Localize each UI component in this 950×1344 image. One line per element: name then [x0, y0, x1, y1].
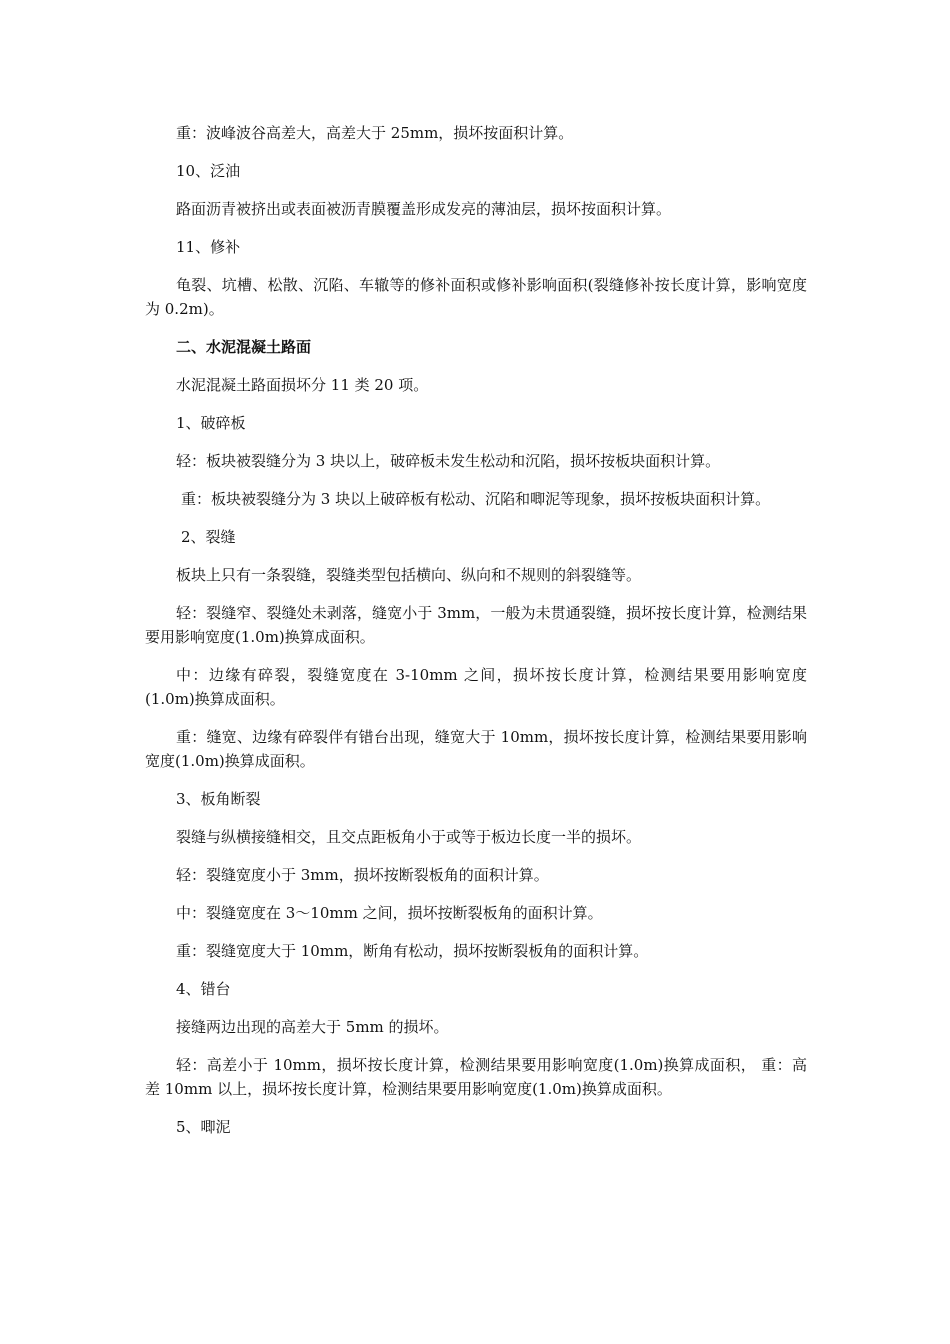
paragraph-corner-break-definition: 裂缝与纵横接缝相交，且交点距板角小于或等于板边长度一半的损坏。	[176, 828, 642, 846]
paragraph-faulting-levels: 轻：高差小于 10mm，损坏按长度计算，检测结果要用影响宽度(1.0m)换算成面积， 重：高差 10mm 以上，损坏按长度计算，检测结果要用影响宽度(1.0m)换算成面积。	[145, 1056, 807, 1098]
paragraph-corner-break-medium: 中：裂缝宽度在 3～10mm 之间，损坏按断裂板角的面积计算。	[176, 904, 603, 922]
item-heading-crack: 2、裂缝	[181, 528, 236, 546]
paragraph-broken-slab-severe: 重：板块被裂缝分为 3 块以上破碎板有松动、沉陷和唧泥等现象，损坏按板块面积计算。	[181, 490, 771, 508]
paragraph-crack-medium: 中：边缘有碎裂，裂缝宽度在 3-10mm 之间，损坏按长度计算，检测结果要用影响宽度(1.0m)换算成面积。	[145, 666, 807, 708]
paragraph-crack-severe: 重：缝宽、边缘有碎裂伴有错台出现，缝宽大于 10mm，损坏按长度计算，检测结果要用影响宽度(1.0m)换算成面积。	[145, 728, 807, 770]
paragraph-corner-break-severe: 重：裂缝宽度大于 10mm，断角有松动，损坏按断裂板角的面积计算。	[176, 942, 649, 960]
paragraph-severe-wave: 重：波峰波谷高差大，高差大于 25mm，损坏按面积计算。	[176, 124, 574, 142]
item-heading-pumping: 5、唧泥	[176, 1118, 231, 1136]
item-heading-patching: 11、修补	[176, 238, 241, 256]
paragraph-crack-definition: 板块上只有一条裂缝，裂缝类型包括横向、纵向和不规则的斜裂缝等。	[176, 566, 642, 584]
paragraph-crack-light: 轻：裂缝窄、裂缝处未剥落，缝宽小于 3mm，一般为未贯通裂缝，损坏按长度计算，检测结果要用影响宽度(1.0m)换算成面积。	[145, 604, 807, 646]
item-heading-broken-slab: 1、破碎板	[176, 414, 246, 432]
paragraph-faulting-definition: 接缝两边出现的高差大于 5mm 的损坏。	[176, 1018, 449, 1036]
item-heading-corner-break: 3、板角断裂	[176, 790, 261, 808]
paragraph-corner-break-light: 轻：裂缝宽度小于 3mm，损坏按断裂板角的面积计算。	[176, 866, 549, 884]
item-heading-faulting: 4、错台	[176, 980, 231, 998]
section-heading-cement-concrete: 二、水泥混凝土路面	[176, 338, 312, 356]
paragraph-broken-slab-light: 轻：板块被裂缝分为 3 块以上，破碎板未发生松动和沉陷，损坏按板块面积计算。	[176, 452, 721, 470]
paragraph-patching: 龟裂、坑槽、松散、沉陷、车辙等的修补面积或修补影响面积(裂缝修补按长度计算，影响宽度为 0.2m)。	[145, 276, 807, 318]
item-heading-bleeding: 10、泛油	[176, 162, 241, 180]
paragraph-bleeding: 路面沥青被挤出或表面被沥青膜覆盖形成发亮的薄油层，损坏按面积计算。	[176, 200, 672, 218]
paragraph-concrete-overview: 水泥混凝土路面损坏分 11 类 20 项。	[176, 376, 429, 394]
